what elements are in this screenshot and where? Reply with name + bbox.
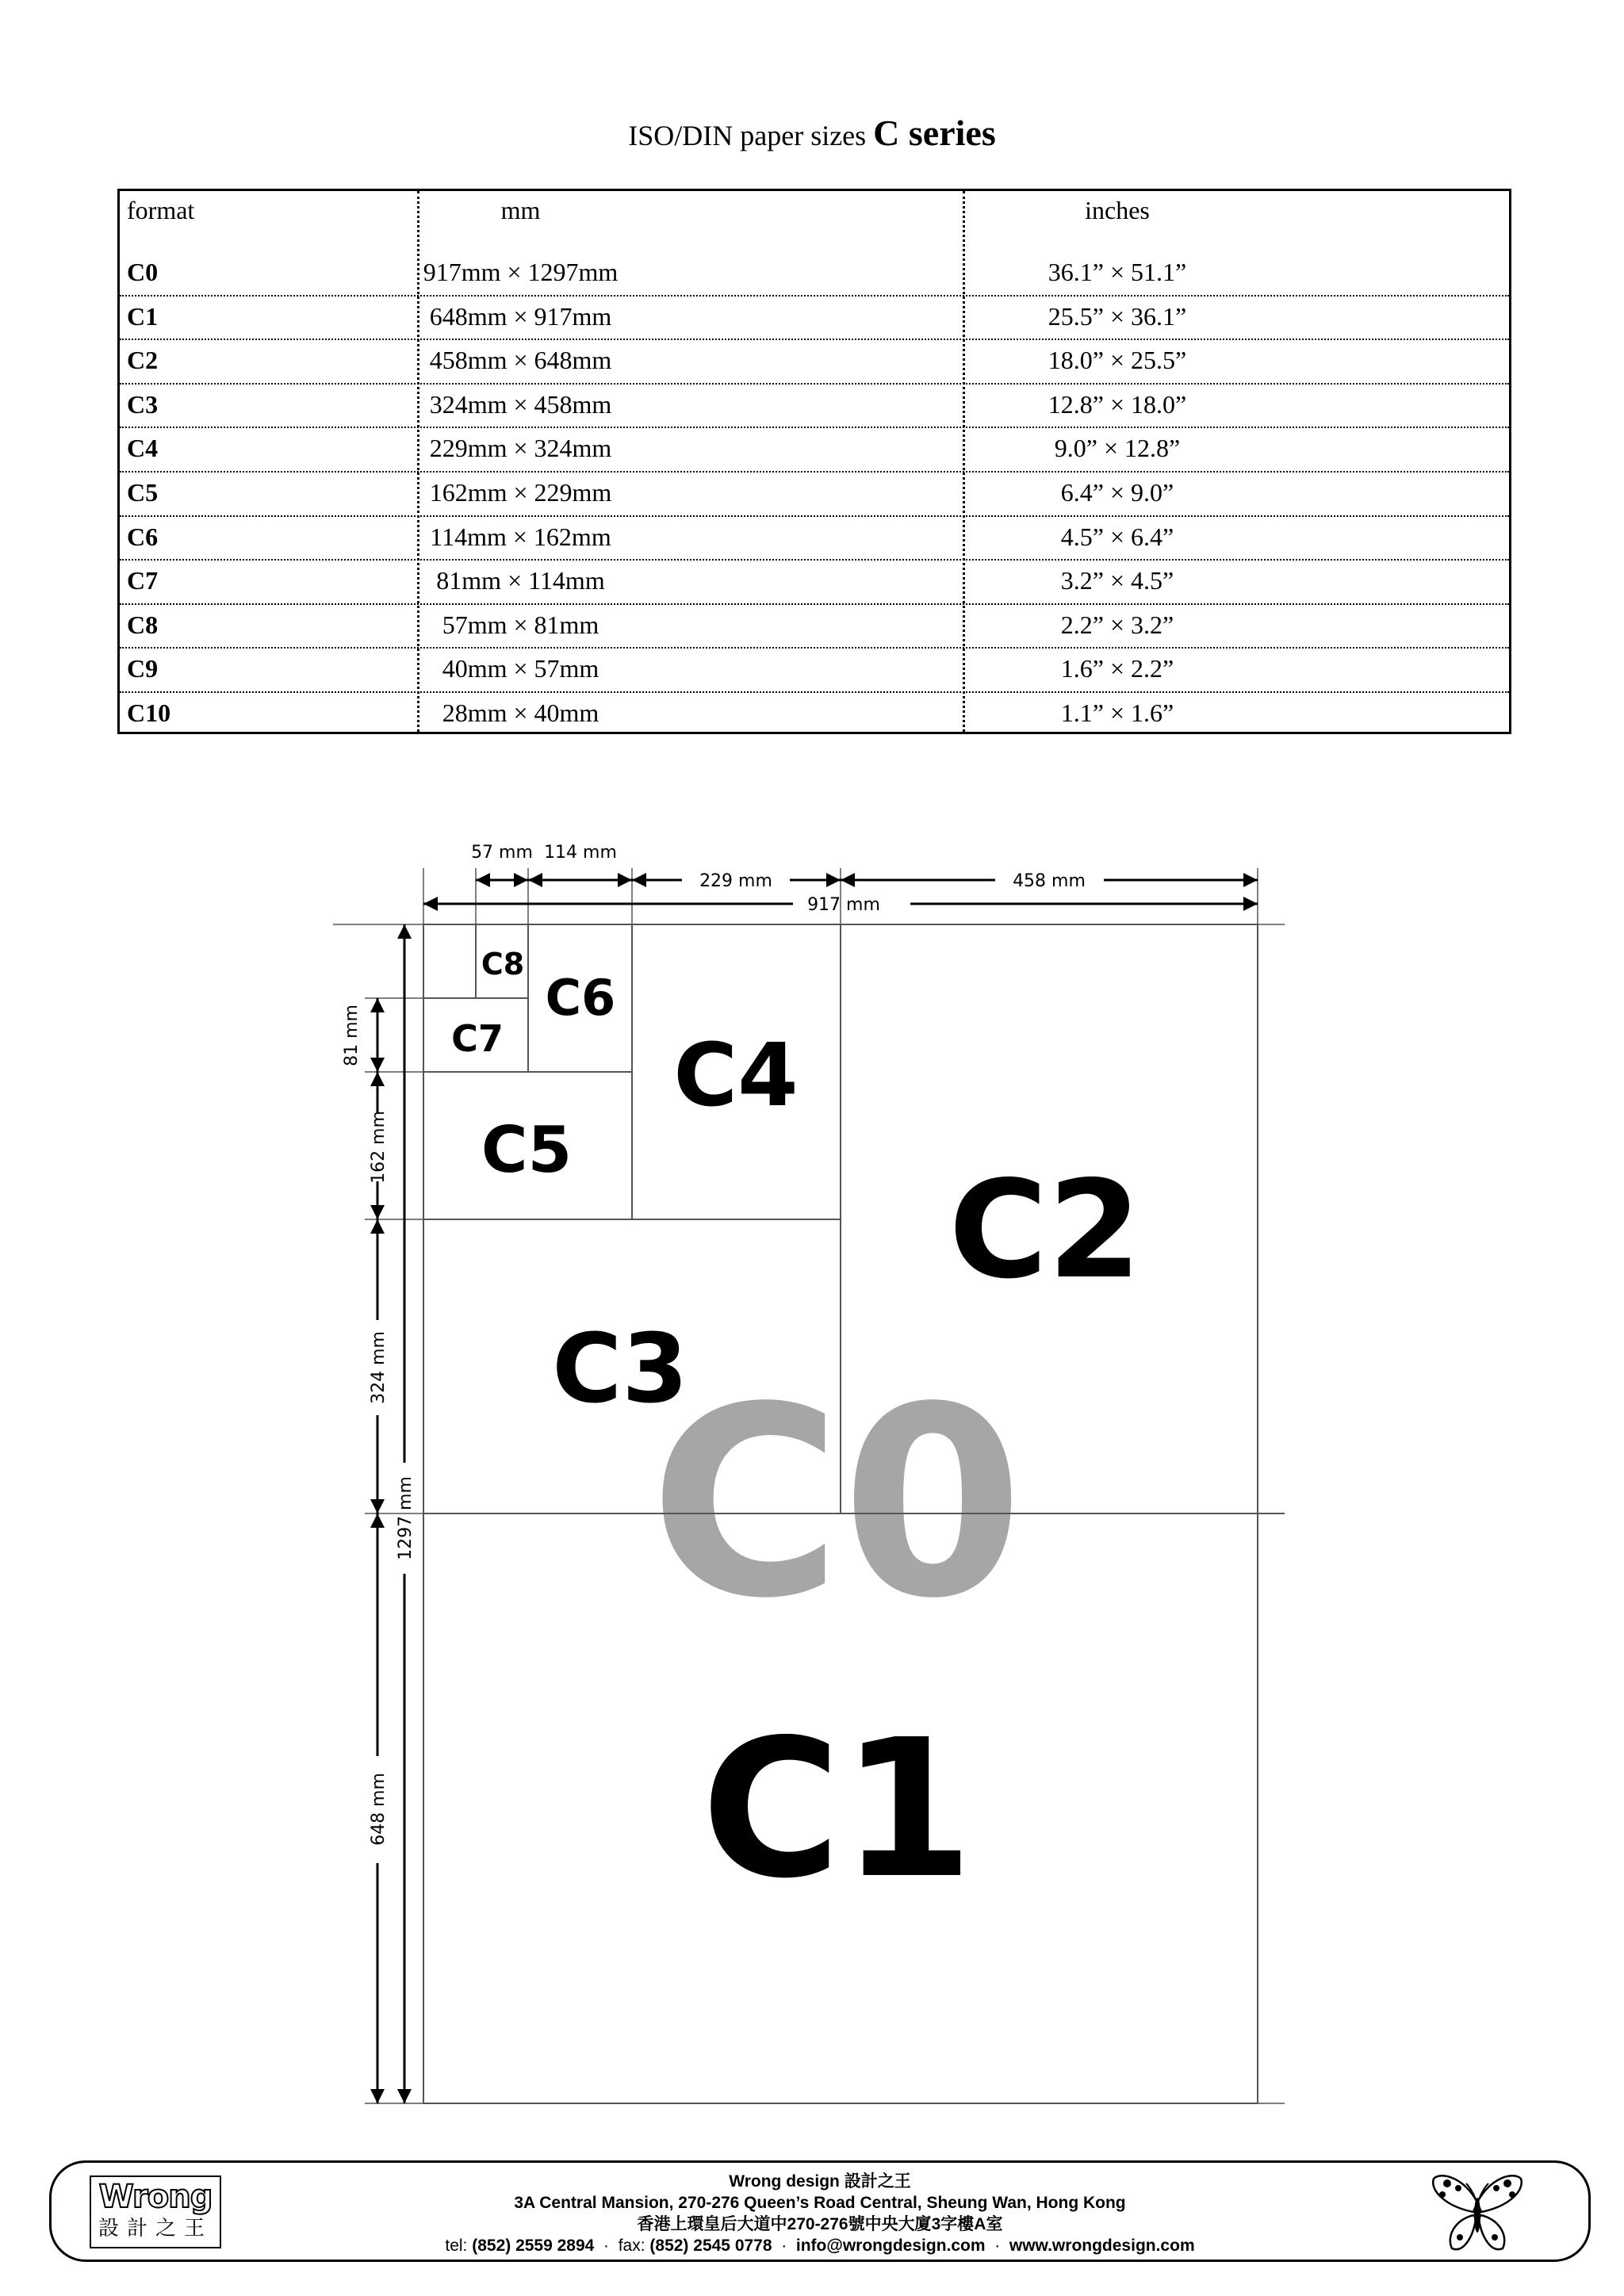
table-cell-format: C10 [127,698,171,727]
logo-word: Wrong [98,2179,213,2215]
website-link[interactable]: www.wrongdesign.com [1009,2237,1195,2255]
dim-label-458mm: 458 mm [1013,871,1086,891]
table-cell-mm: 917mm × 1297mm [423,258,619,286]
sheet-outlines [423,924,1285,2103]
table-cell-inches: 12.8” × 18.0” [1048,389,1187,419]
table-cell-mm: 648mm × 917mm [429,301,612,331]
table-cell-inches: 2.2” × 3.2” [1060,610,1174,639]
table-cell-mm: 114mm × 162mm [430,522,611,551]
dim-label-648mm: 648 mm [369,1773,389,1846]
email-link[interactable]: info@wrongdesign.com [795,2237,986,2255]
table-cell-format: C5 [127,478,159,507]
table-cell-inches: 9.0” × 12.8” [1054,434,1181,463]
table-cell-mm: 57mm × 81mm [442,610,599,639]
table-cell-format: C8 [127,610,159,639]
table-cell-format: C3 [127,389,159,419]
table-cell-mm: 229mm × 324mm [429,434,612,463]
table-cell-inches: 1.6” × 2.2” [1060,654,1174,683]
dim-label-162mm: 162 mm [369,1111,389,1184]
address-chinese: 香港上環皇后大道中270-276號中央大廈3字樓A室 [637,2215,1003,2233]
sheet-label-c7: C7 [451,1017,504,1060]
table-cell-mm: 162mm × 229mm [429,478,612,507]
wrong-logo [90,2175,221,2248]
table-cell-format: C1 [127,301,159,331]
table-cell-mm: 324mm × 458mm [429,389,612,419]
separator: · [781,2237,787,2255]
header-inches: inches [1085,196,1150,224]
contact-line [242,2235,1398,2256]
table-cell-format: C2 [127,346,159,375]
header-mm: mm [500,196,541,224]
tel-number: (852) 2559 2894 [472,2237,595,2255]
butterfly-icon [1430,2171,1525,2256]
table-cell-mm: 40mm × 57mm [442,654,599,683]
title-series: C series [873,113,996,153]
table-cell-inches: 3.2” × 4.5” [1060,566,1174,595]
sheet-label-c0: C0 [649,1351,1024,1655]
sheet-label-c5: C5 [481,1113,573,1187]
dim-label-81mm: 81 mm [342,1004,362,1066]
table-cell-inches: 25.5” × 36.1” [1048,301,1187,331]
table-cell-mm: 81mm × 114mm [436,566,605,595]
sheet-label-c2: C2 [948,1152,1142,1309]
sheet-label-c4: C4 [673,1024,799,1126]
tel-label: tel: [445,2237,468,2255]
separator: · [603,2237,610,2255]
table-cell-format: C6 [127,522,159,551]
logo-chinese: 設計之王 [98,2217,213,2241]
dim-label-1297mm: 1297 mm [396,1476,416,1560]
table-cell-inches: 6.4” × 9.0” [1060,478,1174,507]
table-cell-format: C7 [127,566,159,595]
contact-block [242,2171,1398,2256]
table-cell-inches: 1.1” × 1.6” [1060,698,1174,727]
table-cell-format: C4 [127,434,159,463]
separator: · [994,2237,1001,2255]
table-cell-inches: 18.0” × 25.5” [1048,346,1187,375]
dim-label-229mm: 229 mm [699,871,772,891]
sheet-label-c1: C1 [701,1698,974,1920]
table-cell-format: C9 [127,654,159,683]
dim-label-57mm: 57 mm [471,843,533,863]
dim-label-324mm: 324 mm [369,1331,389,1404]
table-cell-mm: 458mm × 648mm [429,346,612,375]
fax-label: fax: [618,2237,645,2255]
address-english: 3A Central Mansion, 270-276 Queen’s Road Central, Sheung Wan, Hong Kong [514,2194,1126,2212]
dim-label-917mm: 917 mm [807,895,880,915]
table-cell-format: C0 [127,258,159,286]
table-cell-mm: 28mm × 40mm [442,698,599,727]
fax-number: (852) 2545 0778 [649,2237,772,2255]
title-prefix: ISO/DIN paper sizes [628,120,867,151]
sheet-label-c8: C8 [481,947,525,982]
header-format: format [127,196,195,224]
dim-label-114mm: 114 mm [544,843,617,863]
company-name: Wrong design 設計之王 [729,2172,911,2191]
footer-bar [49,2160,1591,2262]
sheet-label-c3: C3 [552,1314,688,1425]
sheet-label-c6: C6 [545,969,616,1027]
table-cell-inches: 36.1” × 51.1” [1048,258,1187,286]
table-cell-inches: 4.5” × 6.4” [1060,522,1174,551]
